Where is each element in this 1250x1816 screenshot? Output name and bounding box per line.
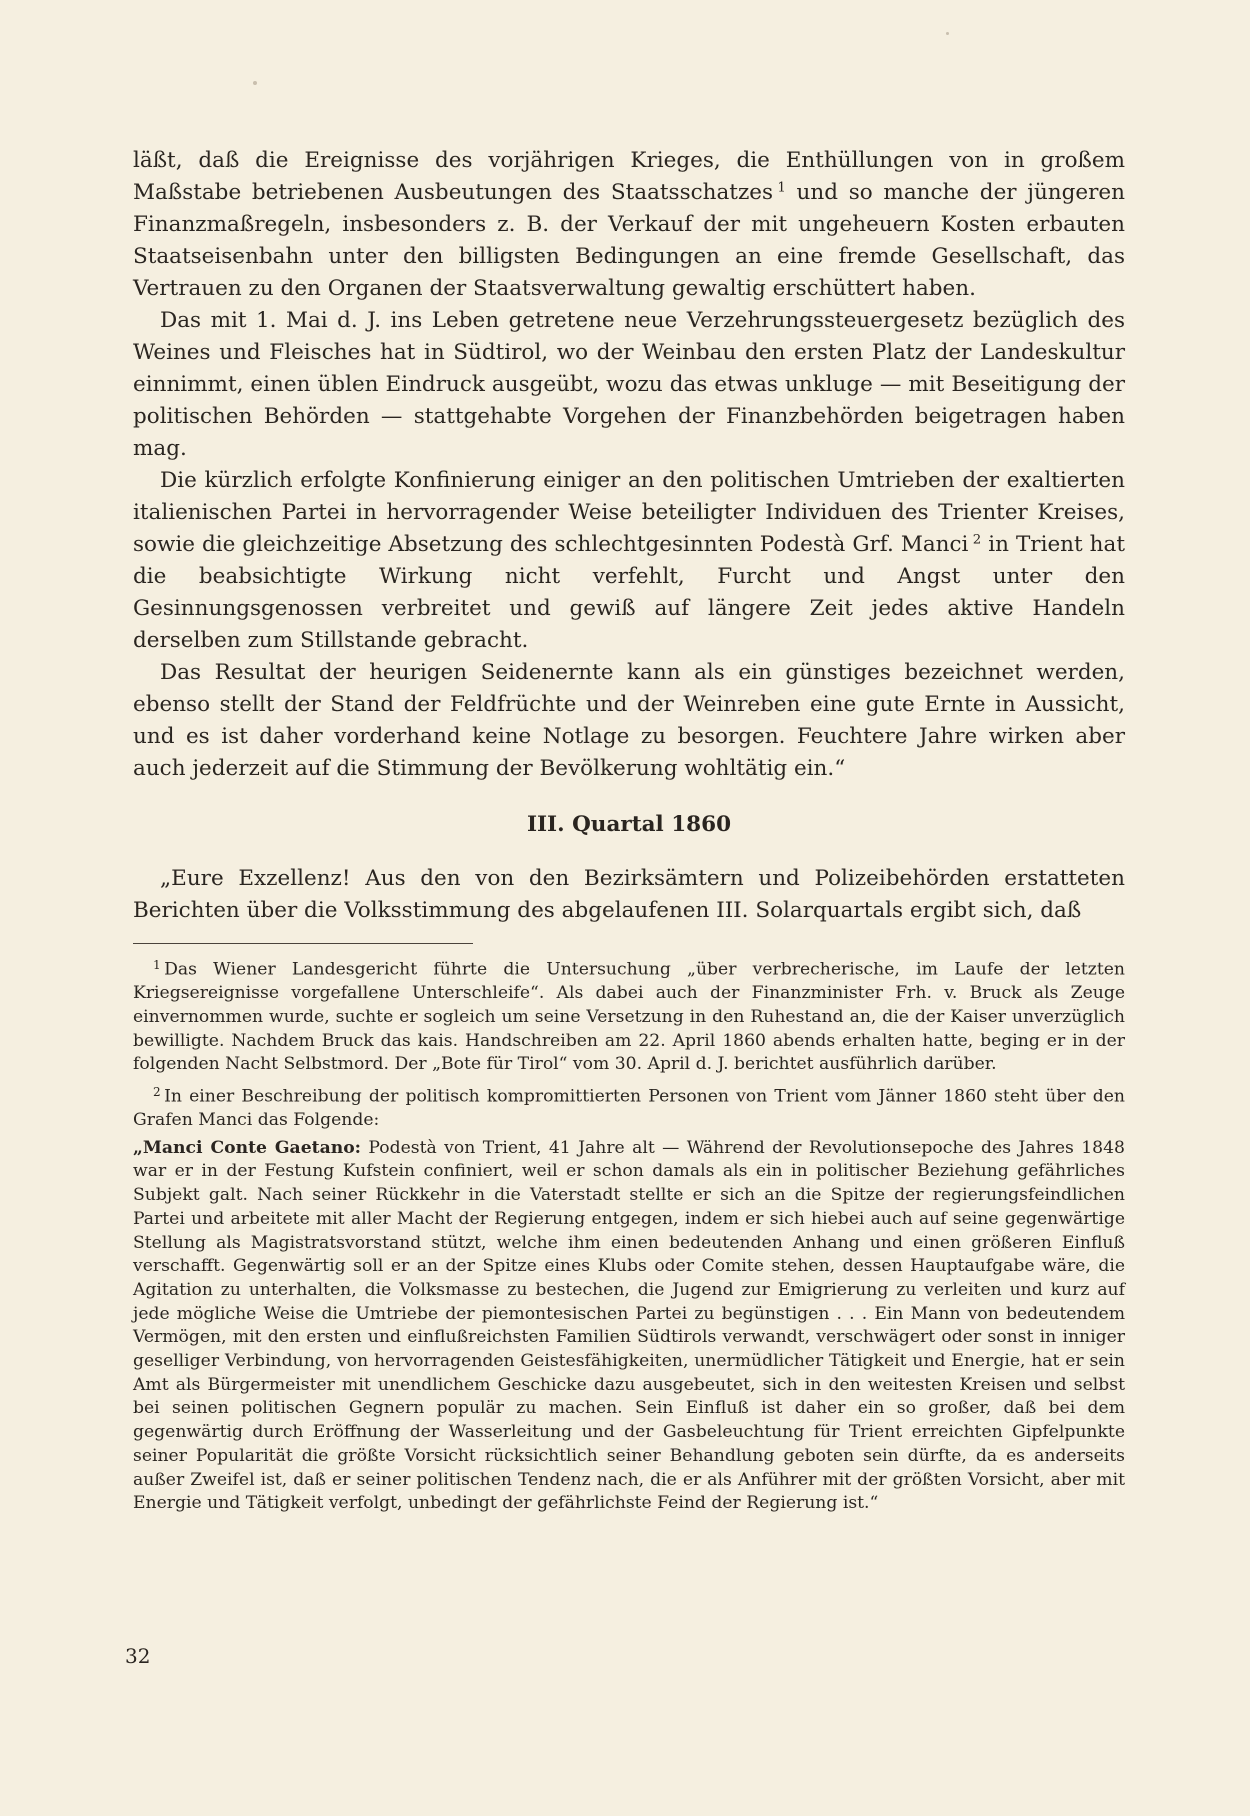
page (133, 145, 1125, 1516)
footnote-2-quote-name: „Manci Conte Gaetano: (133, 1137, 362, 1158)
page-number: 32 (125, 1644, 151, 1668)
footnote-2-number: 2 (153, 1084, 161, 1099)
paragraph-1-text: läßt, daß die Ereignisse des vorjährigen Krieges, die Enthüllungen von in großem Maßstabe betriebenen Ausbeutungen des Staatsschatzes (133, 148, 1125, 205)
paragraph-5: „Eure Exzellenz! Aus den von den Bezirksämtern und Polizeibehörden erstatteten Berichten über die Volksstimmung des abgelaufenen III. Solarquartals ergibt sich, daß (133, 866, 1125, 923)
paper-speck (946, 32, 949, 35)
footnote-1 (133, 954, 1125, 1077)
footnote-2-quote (133, 1137, 1125, 1516)
paragraph-4: Das Resultat der heurigen Seidenernte kann als ein günstiges bezeichnet werden, ebenso stellt der Stand der Feldfrüchte und der Weinreben eine gute Ernte in Aussicht, und es ist daher vorderhand keine Notlage zu besorgen. Feuchtere Jahre wirken aber auch jederzeit auf die Stimmung der Bevölkerung wohltätig ein.“ (133, 660, 1125, 781)
paragraph-3 (133, 465, 1125, 657)
paragraph-1-text-rest: und so manche der jüngeren Finanzmaßregeln, insbesonders z. B. der Verkauf der mit ungeheuern Kosten erbauten Staatseisenbahn unter den billigsten Bedingungen an eine fremde Gesellschaft, das Vertrauen zu den Organen der Staatsverwaltung gewaltig erschüttert haben. (133, 180, 1125, 301)
footnote-1-text: Das Wiener Landesgericht führte die Untersuchung „über verbrecherische, im Laufe der letzten Kriegsereignisse vorgefallene Unterschleife“. Als dabei auch der Finanzminister Frh. v. Bruck als Zeuge einvernommen wurde, suchte er sogleich um seine Versetzung in den Ruhestand an, die der Kaiser unverzüglich bewilligte. Nachdem Bruck das kais. Handschreiben am 22. April 1860 abends erhalten hatte, beging er in der folgenden Nacht Selbstmord. Der „Bote für Tirol“ vom 30. April d. J. berichtet ausführlich darüber. (133, 959, 1125, 1075)
footnote-2-quote-text: Podestà von Trient, 41 Jahre alt — Während der Revolutionsepoche des Jahres 1848 war er in der Festung Kufstein confiniert, weil er schon damals als ein in politischer Beziehung gefährliches Subjekt galt. Nach seiner Rückkehr in die Vaterstadt stellte er sich an die Spitze der regierungsfeindlichen Partei und arbeitete mit aller Macht der Regierung entgegen, indem er sich hiebei auch auf seine gegenwärtige Stellung als Magistratsvorstand stützt, welche ihm einen bedeutenden Anhang und einen größeren Einfluß verschafft. Gegenwärtig soll er an der Spitze eines Klubs oder Comite stehen, dessen Hauptaufgabe wäre, die Agitation zu unterhalten, die Volksmasse zu bestechen, die Jugend zur Emigrierung zu verleiten und kurz auf jede mögliche Weise die Umtriebe der piemontesischen Partei zu begünstigen . . . Ein Mann von bedeutendem Vermögen, mit den ersten und einflußreichsten Familien Südtirols verwandt, verschwägert oder sonst in inniger geselliger Verbindung, von hervorragenden Geistesfähigkeiten, unermüdlicher Tätigkeit und Energie, hat er sein Amt als Bürgermeister mit unendlichem Geschicke dazu ausgebeutet, sich in den weitesten Kreisen und selbst bei seinen politischen Gegnern populär zu machen. Sein Einfluß ist daher ein so großer, daß bei dem gegenwärtig durch Eröffnung der Wasserleitung und der Gasbeleuchtung für Trient erreichten Gipfelpunkte seiner Popularität die größte Vorsicht rücksichtlich seiner Behandlung geboten sein dürfte, da es anderseits außer Zweifel ist, daß er seiner politischen Tendenz nach, die er als Anführer mit der größten Vorsicht, aber mit Energie und Tätigkeit verfolgt, unbedingt der gefährlichste Feind der Regierung ist.“ (133, 1137, 1125, 1514)
footnote-ref-2: 2 (972, 532, 982, 548)
body-text (133, 145, 1125, 927)
footnote-ref-1: 1 (777, 180, 786, 196)
paragraph-2: Das mit 1. Mai d. J. ins Leben getretene neue Verzehrungssteuergesetz bezüglich des Weines und Fleisches hat in Südtirol, wo der Weinbau den ersten Platz der Landeskultur einnimmt, einen üblen Eindruck ausgeübt, wozu das etwas unkluge — mit Beseitigung der politischen Behörden — stattgehabte Vorgehen der Finanzbehörden beigetragen haben mag. (133, 308, 1125, 461)
footnote-2 (133, 1081, 1125, 1133)
paper-speck (253, 81, 257, 85)
footnote-2-text: In einer Beschreibung der politisch kompromittierten Personen von Trient vom Jänner 1860 steht über den Grafen Manci das Folgende: (133, 1086, 1125, 1131)
footnote-rule (133, 943, 473, 944)
paragraph-1 (133, 145, 1125, 305)
section-heading: III. Quartal 1860 (526, 812, 732, 837)
paragraph-3-text-rest: in Trient hat die beabsichtigte Wirkung nicht verfehlt, Furcht und Angst unter den Gesinnungsgenossen verbreitet und gewiß auf längere Zeit jedes aktive Handeln derselben zum Stillstande gebracht. (133, 532, 1125, 653)
paragraph-3-text: Die kürzlich erfolgte Konfinierung einiger an den politischen Umtrieben der exaltierten italienischen Partei in hervorragender Weise beteiligter Individuen des Trienter Kreises, sowie die gleichzeitige Absetzung des schlechtgesinnten Podestà Grf. Manci (133, 468, 1125, 557)
footnotes (133, 954, 1125, 1516)
footnote-1-number: 1 (153, 958, 161, 972)
